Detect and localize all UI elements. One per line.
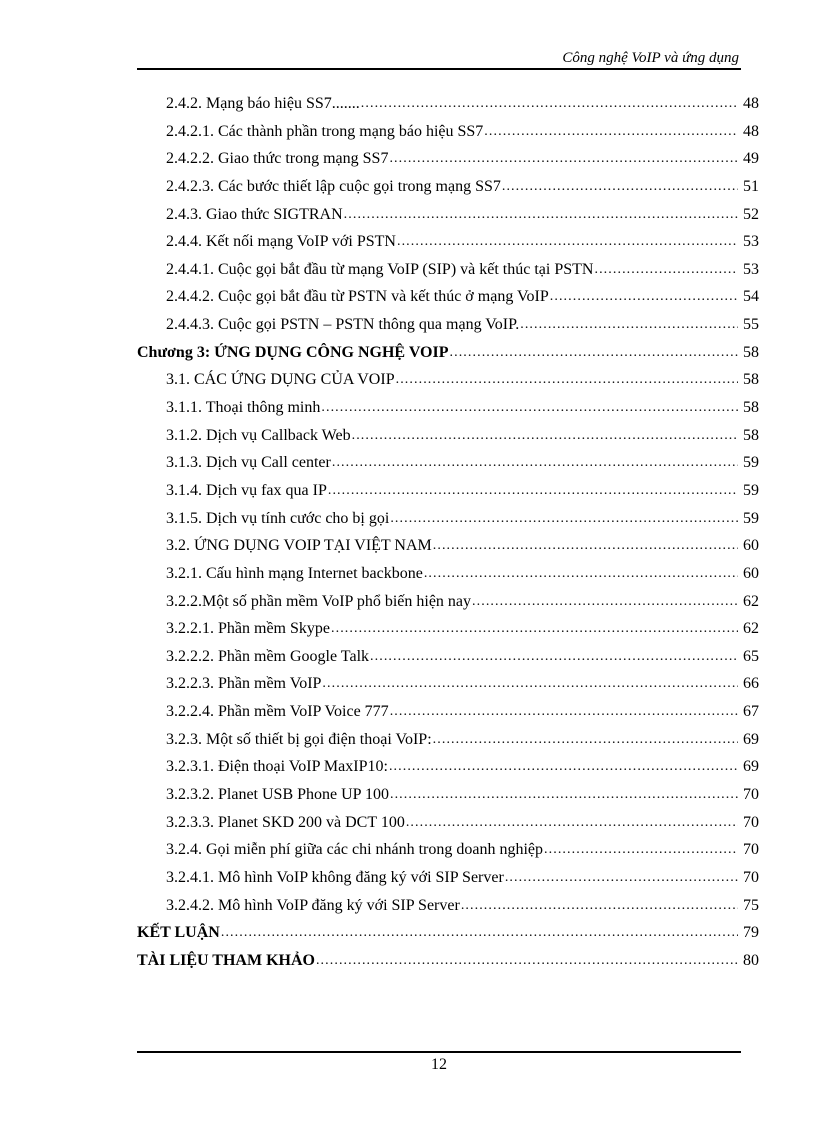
toc-entry-title: 3.1.5. Dịch vụ tính cước cho bị gọi <box>166 509 390 527</box>
toc-entry-page: 51 <box>743 177 759 195</box>
toc-entry-title: 3.2.4. Gọi miễn phí giữa các chi nhánh trong doanh nghiệp <box>166 841 544 859</box>
toc-dot-leader <box>397 228 738 256</box>
toc-dot-leader <box>594 256 738 284</box>
toc-entry-page: 49 <box>743 150 759 168</box>
toc-dot-leader <box>484 118 738 146</box>
toc-entry-title: 2.4.2. Mạng báo hiệu SS7....... <box>166 94 360 112</box>
footer-rule <box>137 1051 741 1053</box>
toc-entry-page: 60 <box>743 564 759 582</box>
toc-entry <box>137 477 759 505</box>
toc-entry-page: 62 <box>743 592 759 610</box>
toc-dot-leader <box>322 670 738 698</box>
toc-entry <box>137 643 759 671</box>
toc-entry-page: 58 <box>743 343 759 361</box>
toc-entry-page: 58 <box>743 399 759 417</box>
table-of-contents <box>137 90 759 975</box>
toc-dot-leader <box>472 588 738 616</box>
toc-dot-leader <box>396 366 738 394</box>
toc-entry <box>137 588 759 616</box>
toc-dot-leader <box>331 615 738 643</box>
toc-dot-leader <box>390 698 738 726</box>
toc-entry-page: 62 <box>743 620 759 638</box>
toc-entry-title: 2.4.2.3. Các bước thiết lập cuộc gọi trong mạng SS7 <box>166 177 501 195</box>
toc-entry <box>137 505 759 533</box>
toc-entry-page: 48 <box>743 94 759 112</box>
toc-entry-page: 70 <box>743 786 759 803</box>
toc-entry-title: 2.4.3. Giao thức SIGTRAN <box>166 205 343 223</box>
toc-entry <box>137 781 759 809</box>
toc-entry <box>137 726 759 754</box>
toc-entry <box>137 422 759 450</box>
toc-dot-leader <box>221 919 738 947</box>
toc-dot-leader <box>316 947 738 975</box>
toc-entry-page: 66 <box>743 675 759 693</box>
toc-dot-leader <box>332 449 738 477</box>
toc-entry-title: 2.4.2.2. Giao thức trong mạng SS7 <box>166 150 389 168</box>
toc-entry <box>137 449 759 477</box>
toc-entry-title: 3.1.2. Dịch vụ Callback Web <box>166 426 351 444</box>
toc-entry-page: 48 <box>743 122 759 140</box>
toc-entry <box>137 201 759 229</box>
toc-entry-page: 58 <box>743 426 759 444</box>
toc-entry-title: 3.1.4. Dịch vụ fax qua IP <box>166 481 327 499</box>
toc-dot-leader <box>450 339 739 367</box>
toc-dot-leader <box>424 560 738 588</box>
toc-entry-page: 58 <box>743 371 759 389</box>
toc-entry-title: 2.4.4. Kết nối mạng VoIP với PSTN <box>166 233 396 251</box>
toc-entry-page: 70 <box>743 813 759 831</box>
toc-dot-leader <box>502 173 738 201</box>
toc-entry-title: 3.2.2.2. Phần mềm Google Talk <box>166 647 370 665</box>
toc-entry-page: 54 <box>743 288 759 306</box>
toc-dot-leader <box>550 283 738 311</box>
toc-entry-title: 3.1.1. Thoại thông minh <box>166 399 321 417</box>
toc-entry-page: 67 <box>743 703 759 721</box>
toc-entry-title: 3.2.3. Một số thiết bị gọi điện thoại VoIP: <box>166 730 432 748</box>
toc-entry-page: 60 <box>743 537 759 555</box>
toc-dot-leader <box>389 753 738 781</box>
toc-entry-title: 3.2.4.1. Mô hình VoIP không đăng ký với SIP Server <box>166 868 504 886</box>
header-rule <box>137 68 741 70</box>
toc-dot-leader <box>344 201 738 229</box>
toc-entry <box>137 919 759 947</box>
toc-entry <box>137 256 759 284</box>
toc-entry-title: 3.2.2.3. Phần mềm VoIP <box>166 675 322 693</box>
toc-entry-page: 55 <box>743 316 759 334</box>
toc-entry <box>137 283 759 311</box>
toc-entry <box>137 947 759 975</box>
toc-entry-page: 52 <box>743 205 759 223</box>
toc-entry-title: 3.2.2.4. Phần mềm VoIP Voice 777 <box>166 703 389 721</box>
toc-dot-leader <box>370 643 738 671</box>
toc-entry <box>137 670 759 698</box>
toc-entry-page: 79 <box>743 924 759 942</box>
toc-entry <box>137 615 759 643</box>
toc-dot-leader <box>461 892 738 920</box>
toc-entry-title: 3.2. ỨNG DỤNG VOIP TẠI VIỆT NAM <box>166 537 432 555</box>
toc-dot-leader <box>520 311 738 339</box>
toc-entry <box>137 90 759 118</box>
toc-dot-leader <box>390 505 738 533</box>
toc-entry <box>137 228 759 256</box>
toc-entry-title: TÀI LIỆU THAM KHẢO <box>137 951 315 969</box>
toc-dot-leader <box>321 394 738 422</box>
toc-entry-title: 3.1.3. Dịch vụ Call center <box>166 454 331 472</box>
toc-entry-page: 70 <box>743 868 759 886</box>
toc-dot-leader <box>406 809 738 837</box>
toc-entry-title: 2.4.4.2. Cuộc gọi bắt đầu từ PSTN và kết thúc ở mạng VoIP <box>166 288 549 306</box>
toc-entry-title: 2.4.2.1. Các thành phần trong mạng báo hiệu SS7 <box>166 122 484 140</box>
toc-entry-title: 2.4.4.3. Cuộc gọi PSTN – PSTN thông qua mạng VoIP. <box>166 316 520 334</box>
toc-entry-page: 80 <box>743 951 759 969</box>
running-header-title: Công nghệ VoIP và ứng dụng <box>562 50 739 66</box>
toc-entry-title: Chương 3: ỨNG DỤNG CÔNG NGHỆ VOIP <box>137 343 449 361</box>
toc-entry <box>137 753 759 781</box>
toc-entry <box>137 560 759 588</box>
toc-entry <box>137 145 759 173</box>
toc-entry-page: 53 <box>743 233 759 251</box>
toc-entry-title: 3.1. CÁC ỨNG DỤNG CỦA VOIP <box>166 371 395 389</box>
toc-entry <box>137 809 759 837</box>
toc-entry-title: 3.2.4.2. Mô hình VoIP đăng ký với SIP Server <box>166 896 460 914</box>
toc-entry-title: 3.2.2.1. Phần mềm Skype <box>166 620 330 638</box>
page-number: 12 <box>431 1056 447 1073</box>
toc-entry-title: 3.2.1. Cấu hình mạng Internet backbone <box>166 564 423 582</box>
toc-dot-leader <box>389 145 738 173</box>
toc-entry <box>137 532 759 560</box>
toc-entry-page: 75 <box>743 896 759 914</box>
toc-entry <box>137 394 759 422</box>
toc-dot-leader <box>390 781 738 809</box>
toc-entry <box>137 173 759 201</box>
toc-entry <box>137 118 759 146</box>
toc-entry-page: 59 <box>743 454 759 472</box>
toc-entry <box>137 339 759 367</box>
toc-entry-page: 69 <box>743 730 759 748</box>
toc-entry-page: 65 <box>743 647 759 665</box>
toc-entry <box>137 366 759 394</box>
toc-entry-title: 3.2.3.1. Điện thoại VoIP MaxIP10: <box>166 758 388 776</box>
toc-entry-page: 53 <box>743 260 759 278</box>
toc-entry-page: 70 <box>743 841 759 859</box>
toc-entry-title: 3.2.3.2. Planet USB Phone UP 100 <box>166 786 389 803</box>
toc-entry-title: KẾT LUẬN <box>137 924 220 942</box>
toc-entry <box>137 892 759 920</box>
toc-entry-title: 2.4.4.1. Cuộc gọi bắt đầu từ mạng VoIP (SIP) và kết thúc tại PSTN <box>166 260 594 278</box>
toc-dot-leader <box>328 477 738 505</box>
toc-entry-page: 69 <box>743 758 759 776</box>
toc-entry <box>137 698 759 726</box>
toc-dot-leader <box>505 864 738 892</box>
toc-entry <box>137 311 759 339</box>
toc-dot-leader <box>544 836 738 864</box>
toc-entry-page: 59 <box>743 509 759 527</box>
toc-dot-leader <box>352 422 738 450</box>
toc-entry <box>137 836 759 864</box>
toc-entry-title: 3.2.2.Một số phần mềm VoIP phổ biến hiện nay <box>166 592 472 610</box>
toc-entry-page: 59 <box>743 481 759 499</box>
toc-dot-leader <box>361 90 738 118</box>
toc-entry-title: 3.2.3.3. Planet SKD 200 và DCT 100 <box>166 813 405 831</box>
toc-dot-leader <box>433 532 738 560</box>
toc-dot-leader <box>433 726 738 754</box>
toc-entry <box>137 864 759 892</box>
